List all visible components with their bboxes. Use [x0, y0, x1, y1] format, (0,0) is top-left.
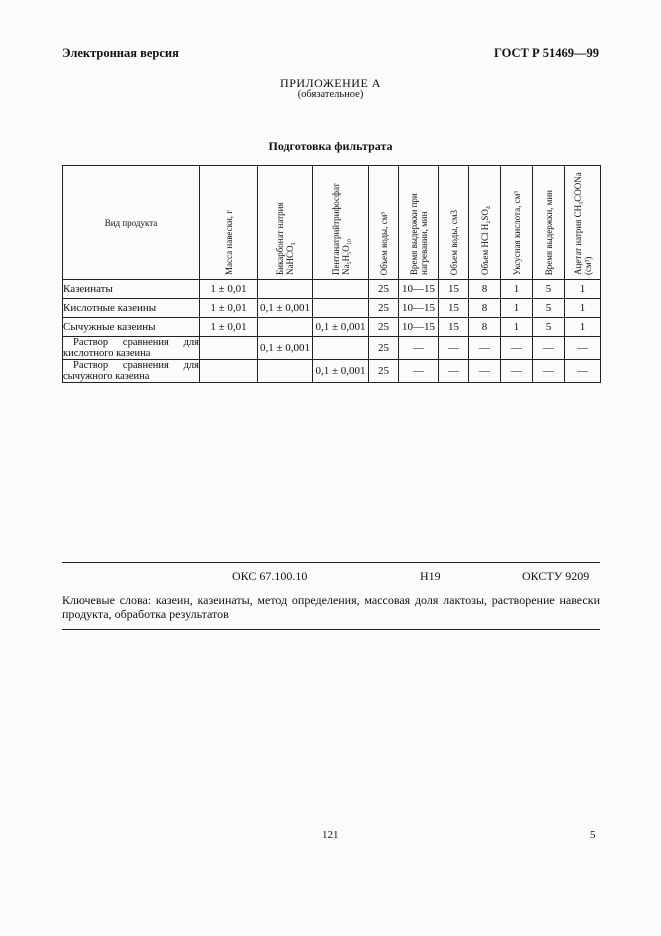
table-cell	[200, 360, 258, 383]
oks-code: ОКС 67.100.10	[232, 569, 308, 583]
table-cell: 25	[369, 337, 399, 360]
table-cell: 1 ± 0,01	[200, 299, 258, 318]
column-header: Время выдержки при нагревании, мин	[399, 166, 439, 280]
table-cell: 1	[565, 318, 601, 337]
table-cell: 10—15	[399, 318, 439, 337]
table-cell: —	[501, 360, 533, 383]
table-cell	[200, 337, 258, 360]
table-cell: 8	[469, 299, 501, 318]
table-cell: —	[533, 337, 565, 360]
appendix-title: ПРИЛОЖЕНИЕ А	[280, 76, 381, 90]
divider-top	[62, 562, 600, 563]
table-cell: 5	[533, 280, 565, 299]
table-cell: —	[399, 360, 439, 383]
table-cell: 15	[439, 299, 469, 318]
table-row	[63, 318, 601, 337]
table-cell: —	[565, 337, 601, 360]
table-row	[63, 360, 601, 383]
table-cell: 5	[533, 318, 565, 337]
sheet-number: 5	[590, 829, 596, 841]
table-row	[63, 280, 601, 299]
table-cell: 0,1 ± 0,001	[258, 299, 313, 318]
table-cell: 1	[565, 299, 601, 318]
table-cell: 1	[501, 299, 533, 318]
classification-code: Н19	[420, 569, 441, 583]
table-cell: —	[439, 337, 469, 360]
table-cell: —	[439, 360, 469, 383]
table-cell: 10—15	[399, 280, 439, 299]
table-cell	[313, 299, 369, 318]
table-row	[63, 337, 601, 360]
filtrate-table	[62, 165, 601, 383]
table-cell: 1	[501, 318, 533, 337]
table-cell: —	[399, 337, 439, 360]
column-header: Бикарбонат натрия NaHCO₃	[258, 166, 313, 280]
table-cell: 1	[565, 280, 601, 299]
table-title: Подготовка фильтрата	[268, 139, 393, 153]
table-cell: 25	[369, 360, 399, 383]
column-header: Объем воды, см³	[369, 166, 399, 280]
table-cell: 0,1 ± 0,001	[313, 318, 369, 337]
table-cell: 1 ± 0,01	[200, 318, 258, 337]
column-header: Объем HCl H₂SO₄	[469, 166, 501, 280]
table-cell: 0,1 ± 0,001	[313, 360, 369, 383]
row-name: Раствор сравнения для кислотного казеина	[63, 337, 199, 359]
table-cell: 15	[439, 280, 469, 299]
table-cell: —	[469, 337, 501, 360]
table-cell	[258, 318, 313, 337]
table-cell: 0,1 ± 0,001	[258, 337, 313, 360]
table-cell: 25	[369, 318, 399, 337]
column-header: Пентанатрийтрифосфат Na₅H₅O₁₀	[313, 166, 369, 280]
row-name: Казеинаты	[63, 280, 200, 299]
table-cell: 8	[469, 318, 501, 337]
keywords-text: Ключевые слова: казеин, казеинаты, метод определения, массовая доля лактозы, растворение навески продукта, обработка результатов	[62, 593, 600, 621]
table-cell: 8	[469, 280, 501, 299]
table-cell: 25	[369, 299, 399, 318]
table-row	[63, 299, 601, 318]
table-cell: 15	[439, 318, 469, 337]
column-header: Время выдержки, мин	[533, 166, 565, 280]
table-cell: 5	[533, 299, 565, 318]
header-left-label: Электронная версия	[62, 46, 179, 60]
table-cell	[313, 280, 369, 299]
table-cell: 1 ± 0,01	[200, 280, 258, 299]
column-header: Масса навески, г	[200, 166, 258, 280]
table-cell: 10—15	[399, 299, 439, 318]
header-right-standard: ГОСТ Р 51469—99	[493, 46, 599, 60]
table-cell: —	[533, 360, 565, 383]
table-cell	[258, 360, 313, 383]
column-header: Уксусная кислота, см³	[501, 166, 533, 280]
appendix-subtitle: (обязательное)	[297, 89, 364, 100]
column-header: Ацетат натрия CH₃COONa (см³)	[565, 166, 601, 280]
table-cell: 25	[369, 280, 399, 299]
row-name: Кислотные казеины	[63, 299, 200, 318]
table-cell: 1	[501, 280, 533, 299]
table-cell	[258, 280, 313, 299]
divider-bottom	[62, 629, 600, 630]
row-name: Сычужные казеины	[63, 318, 200, 337]
table-cell: —	[469, 360, 501, 383]
column-header: Вид продукта	[63, 166, 200, 280]
column-header: Объем воды, см3	[439, 166, 469, 280]
table-cell: —	[565, 360, 601, 383]
page-number: 121	[322, 829, 339, 841]
row-name: Раствор сравнения для сычужного казеина	[63, 360, 199, 382]
table-cell: —	[501, 337, 533, 360]
table-header-row	[63, 166, 601, 280]
table-cell	[313, 337, 369, 360]
okstu-code: ОКСТУ 9209	[522, 569, 590, 583]
